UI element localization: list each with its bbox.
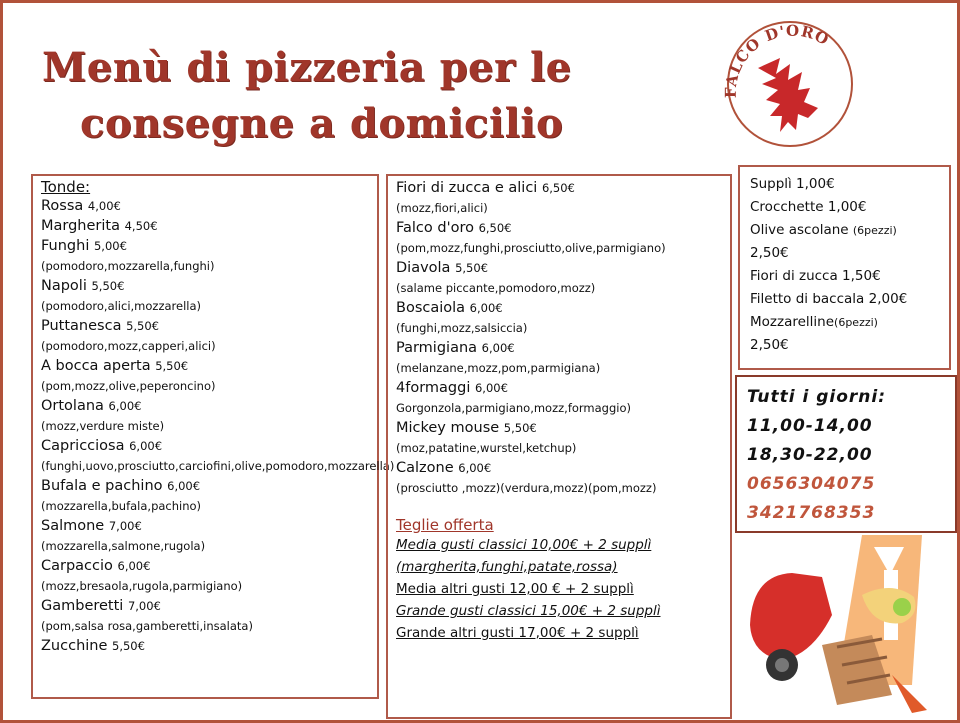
pizza-price: 6,50€ (541, 181, 575, 195)
offer-item: Media gusti classici 10,00€ + 2 supplì (396, 537, 652, 553)
phone-number[interactable]: 0656304075 (747, 474, 876, 494)
item-name (41, 436, 369, 456)
pizza-price: 5,50€ (112, 639, 145, 653)
item-name (396, 458, 722, 478)
item-name (41, 476, 369, 496)
pizze-tonde-panel (31, 174, 395, 699)
pizza-ingredients: (moz,patatine,wurstel,ketchup) (396, 441, 577, 455)
hours-slot-lunch: 11,00-14,00 (747, 416, 873, 436)
menu-item (41, 436, 395, 476)
item-name (396, 338, 722, 358)
pizza-price: 7,00€ (108, 519, 142, 533)
delivery-scooter-icon (742, 535, 952, 720)
item-name (41, 316, 369, 336)
pizza-price: 5,50€ (155, 359, 189, 373)
offers-heading: Teglie offerta (396, 516, 494, 534)
pizza-price: 6,00€ (481, 341, 515, 355)
item-name (41, 516, 369, 536)
offer-item: (margherita,funghi,patate,rossa) (396, 559, 618, 575)
item-price: 2,50€ (750, 245, 789, 261)
menu-item (396, 218, 722, 258)
menu-item (41, 476, 369, 516)
pizza-price: 7,00€ (127, 599, 161, 613)
pizza-name: Rossa (41, 198, 84, 214)
item-name (396, 178, 722, 198)
item-note: (6pezzi) (834, 316, 878, 329)
pizza-name: Napoli (41, 278, 87, 294)
menu-item (396, 298, 722, 338)
title-line-2: consegne a domicilio (80, 100, 564, 147)
pizza-ingredients: (pom,mozz,olive,peperoncino) (41, 379, 216, 393)
item-name (41, 556, 369, 576)
offer-item: Grande gusti classici 15,00€ + 2 supplì (396, 603, 661, 619)
list-item (750, 219, 939, 242)
pizze-speciali-panel (386, 174, 732, 719)
pizza-name: Zucchine (41, 638, 108, 654)
list-item: Fiori di zucca 1,50€ (750, 268, 881, 284)
pizza-name: Salmone (41, 518, 105, 534)
menu-item (41, 636, 369, 656)
menu-list-speciali (396, 178, 722, 498)
item-name (41, 216, 369, 236)
pizza-ingredients: (funghi,uovo,prosciutto,carciofini,olive,pomodoro,mozzarella) (41, 459, 395, 473)
pizza-name: Ortolana (41, 398, 104, 414)
menu-item (396, 338, 722, 378)
pizza-ingredients: (mozzarella,bufala,pachino) (41, 499, 202, 513)
hours-panel (735, 375, 957, 533)
menu-item (41, 276, 369, 316)
pizza-name: Falco d'oro (396, 220, 474, 236)
hours-label: Tutti i giorni: (747, 387, 887, 407)
pizza-ingredients: Gorgonzola,parmigiano,mozz,formaggio) (396, 401, 632, 415)
section-heading-tonde: Tonde: (41, 178, 91, 196)
page-title (42, 40, 682, 152)
menu-item (41, 516, 369, 556)
item-name (41, 356, 369, 376)
menu-item (41, 216, 369, 236)
pizza-price: 6,50€ (478, 221, 512, 235)
item-name (396, 418, 722, 438)
menu-item (41, 236, 369, 276)
menu-item (396, 458, 722, 498)
pizza-ingredients: (pomodoro,alici,mozzarella) (41, 299, 202, 313)
list-item: Filetto di baccala 2,00€ (750, 291, 908, 307)
pizza-name: Funghi (41, 238, 90, 254)
pizza-name: A bocca aperta (41, 358, 151, 374)
pizza-ingredients: (mozzarella,salmone,rugola) (41, 539, 206, 553)
pizza-name: Fiori di zucca e alici (396, 180, 538, 196)
menu-item (41, 316, 369, 356)
item-name (396, 378, 722, 398)
item-name (396, 218, 722, 238)
menu-item (396, 418, 722, 458)
pizza-price: 4,50€ (124, 219, 158, 233)
phone-number[interactable]: 3421768353 (747, 503, 876, 523)
pizza-price: 6,00€ (108, 399, 142, 413)
pizza-name: Gamberetti (41, 598, 124, 614)
menu-item (41, 196, 369, 216)
list-item: Supplì 1,00€ (750, 176, 835, 192)
eagle-icon (758, 58, 818, 132)
pizza-name: Bufala e pachino (41, 478, 163, 494)
pizza-price: 5,50€ (126, 319, 160, 333)
menu-item (396, 258, 722, 298)
pizza-price: 5,00€ (93, 239, 127, 253)
pizza-price: 6,00€ (167, 479, 201, 493)
logo-text: FALCO D'ORO (721, 21, 833, 99)
pizza-ingredients: (funghi,mozz,salsiccia) (396, 321, 528, 335)
pizza-name: 4formaggi (396, 380, 471, 396)
menu-item (41, 356, 369, 396)
pizza-price: 5,50€ (455, 261, 488, 275)
item-name (41, 236, 369, 256)
menu-item (396, 378, 722, 418)
list-item: Crocchette 1,00€ (750, 199, 867, 215)
pizza-name: Mickey mouse (396, 420, 500, 436)
pizza-name: Carpaccio (41, 558, 113, 574)
menu-list-tonde (41, 196, 395, 656)
pizza-name: Diavola (396, 260, 451, 276)
item-name (396, 298, 722, 318)
item-name: Mozzarelline (750, 314, 835, 330)
item-name (41, 396, 369, 416)
pizza-price: 6,00€ (474, 381, 508, 395)
pizza-name: Calzone (396, 460, 454, 476)
pizza-ingredients: (pom,mozz,funghi,prosciutto,olive,parmigiano) (396, 241, 666, 255)
pizza-ingredients: (melanzane,mozz,pom,parmigiana) (396, 361, 601, 375)
pizza-name: Puttanesca (41, 318, 122, 334)
pizza-price: 5,50€ (91, 279, 125, 293)
offers-list (396, 534, 722, 644)
pizza-ingredients: (mozz,fiori,alici) (396, 201, 488, 215)
pizza-price: 4,00€ (87, 199, 121, 213)
item-name (396, 258, 722, 278)
item-name (41, 276, 369, 296)
pizza-name: Parmigiana (396, 340, 478, 356)
pizza-name: Capricciosa (41, 438, 125, 454)
menu-item (41, 596, 369, 636)
pizza-ingredients: (prosciutto ,mozz)(verdura,mozz)(pom,mozz) (396, 481, 657, 495)
hours-slot-dinner: 18,30-22,00 (747, 445, 873, 465)
pizza-price: 6,00€ (458, 461, 492, 475)
title-line-1: Menù di pizzeria per le (42, 44, 572, 91)
item-price: 2,50€ (750, 337, 789, 353)
pizza-ingredients: (pomodoro,mozzarella,funghi) (41, 259, 215, 273)
item-note: (6pezzi) (852, 224, 897, 237)
menu-item (41, 396, 369, 436)
menu-item (396, 178, 722, 218)
pizza-price: 5,50€ (503, 421, 537, 435)
offer-item: Grande altri gusti 17,00€ + 2 supplì (396, 625, 639, 641)
pizza-ingredients: (mozz,verdure miste) (41, 419, 165, 433)
fritti-panel (738, 165, 951, 370)
item-name (41, 596, 369, 616)
item-name: Olive ascolane (750, 222, 849, 238)
pizza-price: 6,00€ (117, 559, 151, 573)
item-name (41, 196, 369, 216)
pizza-ingredients: (mozz,bresaola,rugola,parmigiano) (41, 579, 243, 593)
menu-item (41, 556, 369, 596)
pizza-ingredients: (pomodoro,mozz,capperi,alici) (41, 339, 216, 353)
pizza-ingredients: (salame piccante,pomodoro,mozz) (396, 281, 596, 295)
list-item (750, 311, 939, 334)
pizza-price: 6,00€ (469, 301, 503, 315)
item-name (41, 636, 369, 656)
offer-item: Media altri gusti 12,00 € + 2 supplì (396, 581, 634, 597)
pizza-name: Boscaiola (396, 300, 466, 316)
pizza-name: Margherita (41, 218, 120, 234)
falco-doro-logo (718, 18, 860, 150)
pizza-ingredients: (pom,salsa rosa,gamberetti,insalata) (41, 619, 253, 633)
pizza-price: 6,00€ (129, 439, 163, 453)
